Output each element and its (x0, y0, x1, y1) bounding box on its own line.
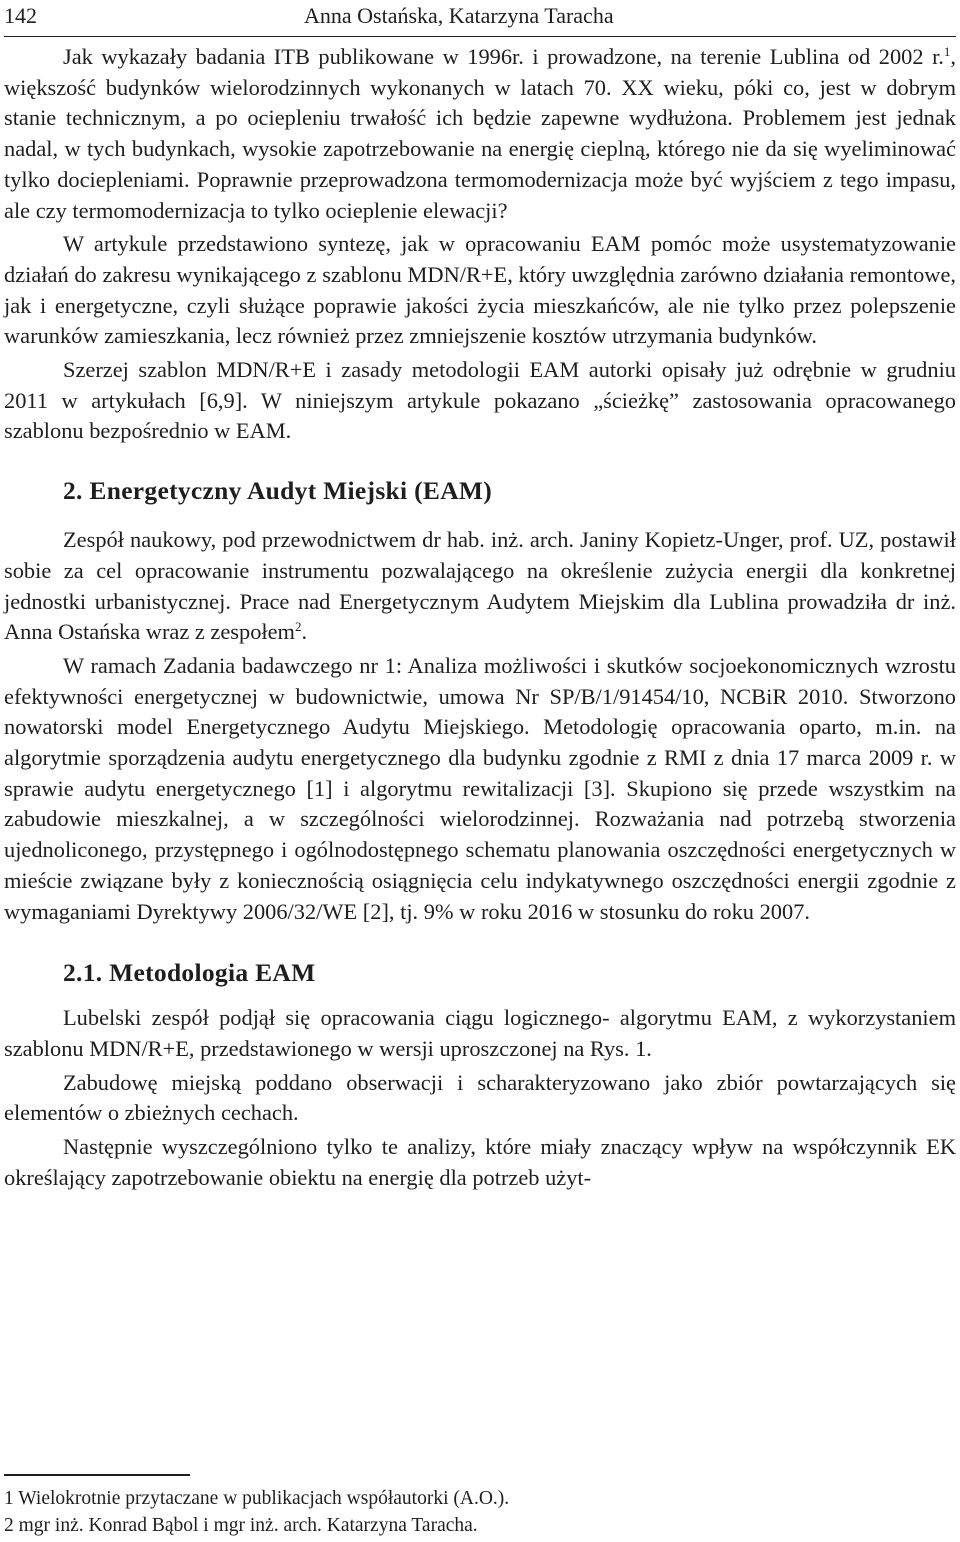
paragraph-4-text-b: . (301, 619, 308, 645)
paragraph-5: W ramach Zadania badawczego nr 1: Analiza możliwości i skutków socjoekonomicznych wzrostu efektywności energetycznej w budownictwie, umowa Nr SP/B/1/91454/10, NCBiR 2010. Stworzono nowatorski model Energetycznego Audytu Miejskiego. Metodologię opracowania oparto, m.in. na algorytmie sporządzenia audytu energetycznego dla budynku zgodnie z RMI z dnia 17 marca 2009 r. w sprawie audytu energetycznego [1] i algorytmu rewitalizacji [3]. Skupiono się przede wszystkim na zabudowie mieszkalnej, a w szczególności wielorodzinnej. Rozważania nad potrzebą stworzenia ujednoliconego, przystępnego i ogólnodostępnego schematu planowania oszczędności energetycznych w mieście związane były z koniecznością osiągnięcia celu indykatywnego oszczędności energii zgodnie z wymaganiami Dyrektywy 2006/32/WE [2], tj. 9% w roku 2016 w stosunku do roku 2007. (4, 652, 956, 924)
footnote-ref-1[interactable]: 1 (943, 44, 951, 59)
paragraph-2: W artykule przedstawiono syntezę, jak w opracowaniu EAM pomóc może usystematyzowanie działań do zakresu wynikającego z szablonu MDN/R+E, który uwzględnia zarówno działania remontowe, jak i energetyczne, czyli służące poprawie jakości życia mieszkańców, ale nie tylko przez polepszenie warunków zamieszkania, lecz również przez zmniejszenie kosztów utrzymania budynków. (4, 231, 956, 349)
running-head-authors: Anna Ostańska, Katarzyna Taracha (304, 3, 614, 28)
paragraph-8: Następnie wyszczególniono tylko te analizy, które miały znaczący wpływ na współczynnik EK określający zapotrzebowanie obiektu na energię dla potrzeb użyt- (4, 1134, 956, 1190)
paragraph-4 (4, 525, 956, 648)
paragraph-3: Szerzej szablon MDN/R+E i zasady metodologii EAM autorki opisały już odrębnie w grudniu 2011 w artykułach [6,9]. W niniejszym artykule pokazano „ścieżkę” zastosowania opracowanego szablonu bezpośrednio w EAM. (4, 357, 956, 444)
page-header (4, 2, 956, 32)
section-heading-2: 2. Energetyczny Audyt Miejski (EAM) (63, 476, 493, 506)
paragraph-1-text-a: Jak wykazały badania ITB publikowane w 1996r. i prowadzone, na terenie Lublina od 2002 r. (63, 44, 944, 69)
header-rule (4, 36, 956, 37)
footnote-1: 1 Wielokrotnie przytaczane w publikacjach współautorki (A.O.). (4, 1488, 510, 1509)
paragraph-1-text-b: , większość budynków wielorodzinnych wykonanych w latach 70. XX wieku, póki co, jest w dobrym stanie technicznym, a po ociepleniu trwałość ich będzie zapewne wydłużona. Problemem jest jednak nadal, w tych budynkach, wysokie zapotrzebowanie na energię cieplną, którego nie da się wyeliminować tylko dociepleniami. Poprawnie przeprowadzona termomodernizacja może być wyjściem z tego impasu, ale czy termomodernizacja to tylko ocieplenie elewacji? (4, 44, 956, 223)
page-number: 142 (4, 3, 37, 28)
article-body (4, 42, 956, 1194)
paragraph-6: Lubelski zespół podjął się opracowania ciągu logicznego- algorytmu EAM, z wykorzystaniem szablonu MDN/R+E, przedstawionego w wersji uproszczonej na Rys. 1. (4, 1005, 956, 1061)
footnote-2: 2 mgr inż. Konrad Bąbol i mgr inż. arch. Katarzyna Taracha. (4, 1515, 478, 1536)
paragraph-1 (4, 42, 956, 226)
paragraph-4-text-a: Zespół naukowy, pod przewodnictwem dr hab. inż. arch. Janiny Kopietz-Unger, prof. UZ, postawił sobie za cel opracowanie instrumentu pozwalającego na określenie zużycia energii dla konkretnej jednostki urbanistycznej. Prace nad Energetycznym Audytem Miejskim dla Lublina prowadziła dr inż. Anna Ostańska wraz z zespołem (4, 527, 956, 645)
section-heading-2-1: 2.1. Metodologia EAM (63, 958, 316, 988)
footnote-separator (4, 1474, 190, 1476)
footnotes (4, 1485, 956, 1539)
footnote-ref-2[interactable]: 2 (294, 619, 302, 635)
paragraph-7: Zabudowę miejską poddano obserwacji i scharakteryzowano jako zbiór powtarzających się elementów o zbieżnych cechach. (4, 1069, 956, 1126)
